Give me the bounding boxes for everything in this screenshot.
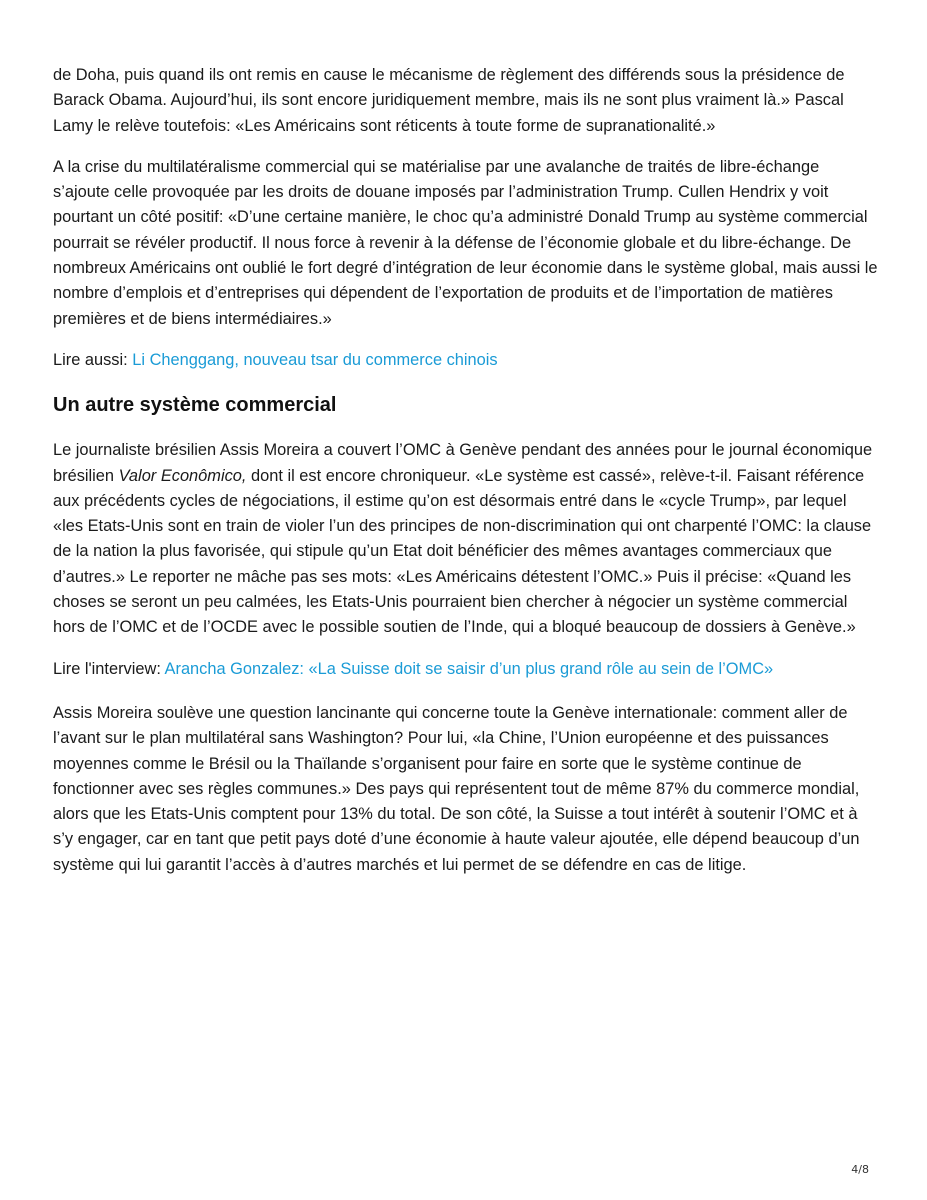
page-number: 4/8	[851, 1163, 869, 1176]
read-also-link[interactable]: Li Chenggang, nouveau tsar du commerce chinois	[132, 350, 498, 369]
paragraph-text-end: dont il est encore chroniqueur. «Le système est cassé», relève-t-il. Faisant référence aux précédents cycles de négociations, il estime qu’on est désormais entré dans le «cycle Trump», par lequel «les Etats-Unis sont en train de violer l’un des principes de non-discrimination qui ont charpenté l’OMC: la clause de la nation la plus favorisée, qui stipule qu’un Etat doit bénéficier des mêmes avantages commerciaux que d’autres.» Le reporter ne mâche pas ses mots: «Les Américains détestent l’OMC.» Puis il précise: «Quand les choses se seront un peu calmées, les Etats-Unis pourraient bien chercher à négocier un système commercial hors de l’OMC et de l’OCDE avec le possible soutien de l’Inde, qui a bloqué beaucoup de dossiers à Genève.»	[53, 466, 872, 637]
paragraph-assis-moreira	[53, 438, 878, 640]
paragraph-crisis-multilateralism: A la crise du multilatéralisme commercial qui se matérialise par une avalanche de traités de libre-échange s’ajoute celle provoquée par les droits de douane imposés par l’administration Trump. Cullen Hendrix y voit pourtant un côté positif: «D’une certaine manière, le choc qu’a administré Donald Trump au système commercial pourrait se révéler productif. Il nous force à revenir à la défense de l’économie globale et du libre-échange. De nombreux Américains ont oublié le fort degré d’intégration de leur économie dans le système global, mais aussi le nombre d’emplois et d’entreprises qui dépendent de l’exportation de produits et de l’importation de matières premières et de biens intermédiaires.»	[53, 157, 878, 328]
article-body	[53, 63, 878, 894]
section-heading: Un autre système commercial	[53, 394, 337, 417]
paragraph-geneve-internationale: Assis Moreira soulève une question lancinante qui concerne toute la Genève internationale: comment aller de l’avant sur le plan multilatéral sans Washington? Pour lui, «la Chine, l’Union européenne et des puissances moyennes comme le Brésil ou la Thaïlande s’organisent pour faire en sorte que le système continue de fonctionner avec ses règles communes.» Des pays qui représentent tout de même 87% du commerce mondial, alors que les Etats-Unis comptent pour 13% du total. De son côté, la Suisse a tout intérêt à soutenir l’OMC et à s’y engager, car en tant que petit pays doté d’une économie à haute valeur ajoutée, elle dépend beaucoup d’un système qui lui garantit l’accès à d’autres marchés et lui permet de se défendre en cas de litige.	[53, 703, 860, 874]
paragraph-text-start: Le journaliste brésilien Assis Moreira a couvert l’OMC à Genève pendant des années pour le journal économique brésilien	[53, 441, 873, 485]
paragraph-doha: de Doha, puis quand ils ont remis en cause le mécanisme de règlement des différends sous la présidence de Barack Obama. Aujourd’hui, ils sont encore juridiquement membre, mais ils ne sont plus vraiment là.» Pascal Lamy le relève toutefois: «Les Américains sont réticents à toute forme de supranationalité.»	[53, 66, 845, 135]
read-interview-prefix: Lire l'interview:	[53, 659, 165, 678]
read-interview-link[interactable]: Arancha Gonzalez: «La Suisse doit se saisir d’un plus grand rôle au sein de l’OMC»	[164, 659, 774, 678]
read-interview-line	[53, 657, 878, 682]
publication-name: Valor Econômico,	[118, 466, 247, 485]
read-also-line	[53, 348, 878, 373]
read-also-prefix: Lire aussi:	[53, 350, 133, 369]
